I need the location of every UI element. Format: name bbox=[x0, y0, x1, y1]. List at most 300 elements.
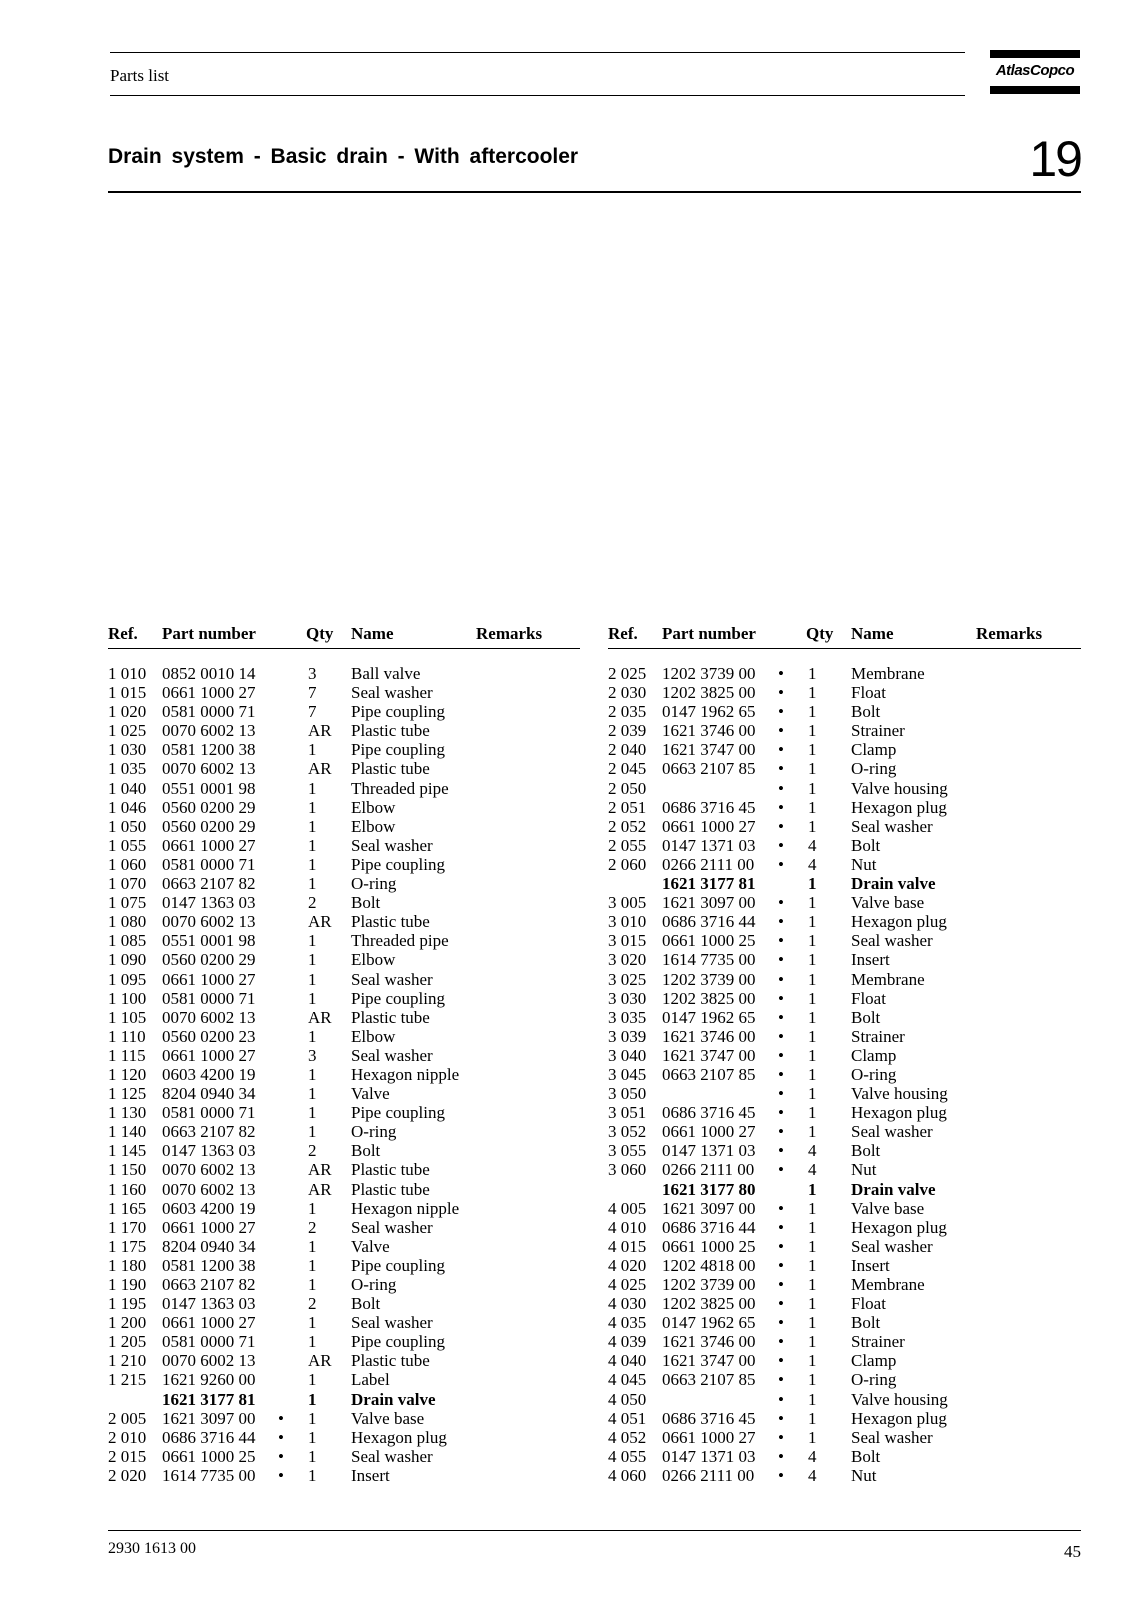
cell-part-number: 1621 3746 00 bbox=[662, 1332, 756, 1352]
cell-name: Strainer bbox=[851, 721, 905, 741]
cell-ref: 3 060 bbox=[608, 1160, 647, 1180]
cell-name: Plastic tube bbox=[351, 1179, 430, 1199]
cell-ref: 4 055 bbox=[608, 1446, 647, 1466]
col-header-remarks: Remarks bbox=[976, 624, 1043, 643]
cell-qty: AR bbox=[308, 721, 332, 741]
cell-qty: AR bbox=[308, 1179, 332, 1199]
cell-part-number: 1621 3097 00 bbox=[162, 1408, 256, 1428]
cell-ref: 3 055 bbox=[608, 1141, 647, 1161]
cell-part-number: 1621 3747 00 bbox=[662, 740, 756, 760]
cell-qty: 1 bbox=[808, 1217, 817, 1237]
cell-ref: 1 050 bbox=[108, 816, 147, 836]
cell-name: Bolt bbox=[851, 1446, 881, 1466]
cell-part-number: 0661 1000 27 bbox=[162, 683, 256, 703]
cell-ref: 4 015 bbox=[608, 1236, 647, 1256]
cell-part-number: 0266 2111 00 bbox=[662, 854, 755, 874]
cell-part-number: 0663 2107 85 bbox=[662, 1064, 756, 1084]
cell-part-number: 0661 1000 27 bbox=[162, 969, 256, 989]
cell-part-number: 1614 7735 00 bbox=[662, 950, 756, 970]
cell-qty: 1 bbox=[808, 778, 817, 798]
col-header-qty: Qty bbox=[806, 624, 834, 643]
cell-bullet: • bbox=[778, 1160, 784, 1180]
cell-name: Float bbox=[851, 988, 886, 1008]
cell-qty: 4 bbox=[808, 1141, 817, 1161]
cell-ref: 1 140 bbox=[108, 1122, 147, 1142]
cell-part-number: 0147 1962 65 bbox=[662, 1007, 756, 1027]
cell-name: Strainer bbox=[851, 1026, 905, 1046]
cell-name: Threaded pipe bbox=[351, 931, 449, 951]
cell-ref: 3 005 bbox=[608, 893, 647, 913]
cell-part-number: 0560 0200 23 bbox=[162, 1026, 256, 1046]
cell-name: Strainer bbox=[851, 1332, 905, 1352]
cell-qty: AR bbox=[308, 912, 332, 932]
cell-name: Pipe coupling bbox=[351, 740, 445, 760]
cell-part-number: 1621 9260 00 bbox=[162, 1370, 256, 1390]
cell-part-number: 8204 0940 34 bbox=[162, 1236, 256, 1256]
cell-name: Hexagon plug bbox=[851, 797, 947, 817]
cell-bullet: • bbox=[778, 950, 784, 970]
cell-bullet: • bbox=[778, 664, 784, 683]
cell-part-number: 0581 0000 71 bbox=[162, 1103, 256, 1123]
cell-bullet: • bbox=[778, 702, 784, 722]
cell-qty: 1 bbox=[308, 969, 317, 989]
cell-name: Valve housing bbox=[851, 778, 948, 798]
cell-bullet: • bbox=[778, 721, 784, 741]
cell-ref: 4 020 bbox=[608, 1255, 647, 1275]
cell-qty: 1 bbox=[308, 1198, 317, 1218]
cell-part-number: 1202 3825 00 bbox=[662, 683, 756, 703]
cell-ref: 3 040 bbox=[608, 1045, 647, 1065]
cell-name: Membrane bbox=[851, 664, 925, 683]
cell-name: Seal washer bbox=[851, 1122, 933, 1142]
cell-qty: 2 bbox=[308, 1294, 317, 1314]
cell-name: Clamp bbox=[851, 740, 897, 760]
cell-name: Plastic tube bbox=[351, 1160, 430, 1180]
cell-part-number: 0560 0200 29 bbox=[162, 797, 256, 817]
cell-name: Bolt bbox=[851, 1007, 881, 1027]
cell-part-number: 0551 0001 98 bbox=[162, 931, 256, 951]
cell-name: Seal washer bbox=[351, 1217, 433, 1237]
cell-part-number: 1202 3825 00 bbox=[662, 988, 756, 1008]
cell-qty: 1 bbox=[308, 835, 317, 855]
cell-qty: 1 bbox=[808, 1198, 817, 1218]
cell-ref: 2 052 bbox=[608, 816, 647, 836]
cell-part-number: 0661 1000 27 bbox=[662, 1122, 756, 1142]
cell-name: Float bbox=[851, 1294, 886, 1314]
header-label: Parts list bbox=[110, 66, 170, 85]
cell-ref: 2 010 bbox=[108, 1427, 147, 1447]
cell-name: Label bbox=[351, 1370, 390, 1390]
cell-qty: 1 bbox=[308, 1313, 317, 1333]
cell-qty: 1 bbox=[308, 1446, 317, 1466]
cell-part-number: 1621 3746 00 bbox=[662, 1026, 756, 1046]
cell-ref: 1 165 bbox=[108, 1198, 147, 1218]
cell-qty: 1 bbox=[808, 683, 817, 703]
cell-name: Hexagon plug bbox=[851, 1408, 947, 1428]
cell-ref: 3 010 bbox=[608, 912, 647, 932]
cell-qty: 1 bbox=[308, 1122, 317, 1142]
cell-ref: 1 170 bbox=[108, 1217, 147, 1237]
cell-name: O-ring bbox=[351, 1275, 397, 1294]
cell-qty: 1 bbox=[808, 950, 817, 970]
col-header-ref: Ref. bbox=[108, 624, 138, 643]
cell-part-number: 0147 1371 03 bbox=[662, 835, 756, 855]
cell-ref: 1 125 bbox=[108, 1084, 147, 1104]
cell-name: Bolt bbox=[851, 1313, 881, 1333]
cell-name: Bolt bbox=[351, 1294, 381, 1314]
cell-part-number: 0852 0010 14 bbox=[162, 664, 256, 683]
cell-part-number: 1621 3747 00 bbox=[662, 1045, 756, 1065]
cell-bullet: • bbox=[778, 778, 784, 798]
cell-name: Elbow bbox=[351, 950, 396, 970]
cell-ref: 4 040 bbox=[608, 1351, 647, 1371]
cell-name: Hexagon nipple bbox=[351, 1198, 460, 1218]
cell-name: Valve base bbox=[851, 1198, 925, 1218]
cell-part-number: 1621 3747 00 bbox=[662, 1351, 756, 1371]
cell-ref: 3 015 bbox=[608, 931, 647, 951]
cell-name: Membrane bbox=[851, 1275, 925, 1294]
cell-part-number: 1621 3177 80 bbox=[662, 1179, 756, 1199]
cell-part-number: 0661 1000 27 bbox=[662, 816, 756, 836]
cell-qty: 1 bbox=[308, 778, 317, 798]
cell-name: Seal washer bbox=[351, 683, 433, 703]
col-header-part-number: Part number bbox=[662, 624, 756, 643]
cell-part-number: 8204 0940 34 bbox=[162, 1084, 256, 1104]
cell-qty: 1 bbox=[308, 854, 317, 874]
cell-qty: 1 bbox=[808, 1122, 817, 1142]
cell-part-number: 0070 6002 13 bbox=[162, 1351, 256, 1371]
cell-ref: 1 150 bbox=[108, 1160, 147, 1180]
cell-part-number: 0686 3716 45 bbox=[662, 797, 756, 817]
cell-ref: 2 020 bbox=[108, 1465, 147, 1485]
atlas-copco-logo bbox=[990, 50, 1080, 94]
cell-ref: 1 095 bbox=[108, 969, 147, 989]
cell-ref: 1 075 bbox=[108, 893, 147, 913]
cell-ref: 3 051 bbox=[608, 1103, 647, 1123]
cell-name: Valve bbox=[351, 1236, 390, 1256]
cell-bullet: • bbox=[778, 969, 784, 989]
cell-ref: 1 085 bbox=[108, 931, 147, 951]
cell-bullet: • bbox=[778, 1427, 784, 1447]
cell-ref: 1 115 bbox=[108, 1045, 146, 1065]
col-header-qty: Qty bbox=[306, 624, 334, 643]
cell-qty: 1 bbox=[308, 1389, 317, 1409]
cell-ref: 4 010 bbox=[608, 1217, 647, 1237]
chapter-number: 19 bbox=[1029, 131, 1081, 187]
cell-qty: 1 bbox=[808, 1332, 817, 1352]
cell-part-number: 0581 0000 71 bbox=[162, 702, 256, 722]
cell-ref: 1 090 bbox=[108, 950, 147, 970]
cell-ref: 2 040 bbox=[608, 740, 647, 760]
cell-ref: 4 052 bbox=[608, 1427, 647, 1447]
cell-qty: 4 bbox=[808, 1446, 817, 1466]
cell-name: Seal washer bbox=[351, 835, 433, 855]
cell-name: Valve housing bbox=[851, 1389, 948, 1409]
cell-part-number: 0661 1000 27 bbox=[662, 1427, 756, 1447]
cell-qty: 1 bbox=[808, 797, 817, 817]
cell-ref: 1 015 bbox=[108, 683, 147, 703]
cell-name: Valve base bbox=[351, 1408, 425, 1428]
cell-part-number: 0661 1000 27 bbox=[162, 835, 256, 855]
cell-ref: 1 025 bbox=[108, 721, 147, 741]
cell-part-number: 1202 3739 00 bbox=[662, 969, 756, 989]
cell-part-number: 0070 6002 13 bbox=[162, 721, 256, 741]
cell-name: Hexagon nipple bbox=[351, 1064, 460, 1084]
cell-ref: 4 050 bbox=[608, 1389, 647, 1409]
cell-name: Bolt bbox=[851, 1141, 881, 1161]
cell-qty: 4 bbox=[808, 835, 817, 855]
cell-name: Nut bbox=[851, 854, 877, 874]
cell-ref: 1 105 bbox=[108, 1007, 147, 1027]
cell-qty: 1 bbox=[308, 1236, 317, 1256]
cell-qty: 2 bbox=[308, 1217, 317, 1237]
cell-qty: 1 bbox=[308, 1064, 317, 1084]
cell-name: Valve base bbox=[851, 893, 925, 913]
cell-bullet: • bbox=[778, 1122, 784, 1142]
logo-bottom-bar bbox=[990, 86, 1080, 94]
cell-ref: 1 070 bbox=[108, 874, 147, 894]
cell-ref: 1 020 bbox=[108, 702, 147, 722]
cell-qty: 1 bbox=[808, 969, 817, 989]
cell-qty: 1 bbox=[308, 1408, 317, 1428]
cell-part-number: 0663 2107 82 bbox=[162, 1122, 256, 1142]
cell-ref: 1 080 bbox=[108, 912, 147, 932]
cell-bullet: • bbox=[778, 740, 784, 760]
cell-qty: AR bbox=[308, 1351, 332, 1371]
cell-name: Threaded pipe bbox=[351, 778, 449, 798]
cell-ref: 1 130 bbox=[108, 1103, 147, 1123]
cell-bullet: • bbox=[778, 835, 784, 855]
cell-bullet: • bbox=[778, 683, 784, 703]
cell-qty: 1 bbox=[808, 893, 817, 913]
cell-name: Nut bbox=[851, 1160, 877, 1180]
cell-ref: 1 035 bbox=[108, 759, 147, 779]
footer-rule bbox=[108, 1530, 1081, 1531]
cell-bullet: • bbox=[778, 1103, 784, 1123]
col-header-part-number: Part number bbox=[162, 624, 256, 643]
cell-part-number: 0147 1363 03 bbox=[162, 893, 256, 913]
cell-qty: 1 bbox=[808, 1026, 817, 1046]
cell-ref: 3 039 bbox=[608, 1026, 647, 1046]
cell-name: Hexagon plug bbox=[851, 1217, 947, 1237]
cell-qty: 2 bbox=[308, 1141, 317, 1161]
cell-qty: 1 bbox=[808, 721, 817, 741]
cell-ref: 1 215 bbox=[108, 1370, 147, 1390]
cell-ref: 2 060 bbox=[608, 854, 647, 874]
cell-name: Insert bbox=[851, 950, 890, 970]
cell-bullet: • bbox=[278, 1446, 284, 1466]
cell-name: Seal washer bbox=[351, 1313, 433, 1333]
cell-name: O-ring bbox=[851, 1064, 897, 1084]
cell-ref: 1 120 bbox=[108, 1064, 147, 1084]
cell-bullet: • bbox=[778, 1198, 784, 1218]
cell-qty: 1 bbox=[808, 1236, 817, 1256]
cell-ref: 1 205 bbox=[108, 1332, 147, 1352]
cell-part-number: 0663 2107 82 bbox=[162, 874, 256, 894]
cell-bullet: • bbox=[778, 1465, 784, 1485]
cell-part-number: 0551 0001 98 bbox=[162, 778, 256, 798]
cell-qty: 7 bbox=[308, 702, 317, 722]
cell-name: Valve bbox=[351, 1084, 390, 1104]
cell-name: Pipe coupling bbox=[351, 1332, 445, 1352]
cell-name: Membrane bbox=[851, 969, 925, 989]
cell-part-number: 0661 1000 25 bbox=[662, 931, 756, 951]
cell-name: Float bbox=[851, 683, 886, 703]
cell-bullet: • bbox=[778, 1141, 784, 1161]
cell-bullet: • bbox=[778, 1026, 784, 1046]
cell-ref: 3 030 bbox=[608, 988, 647, 1008]
cell-bullet: • bbox=[778, 1446, 784, 1466]
cell-bullet: • bbox=[778, 1275, 784, 1294]
cell-part-number: 0581 1200 38 bbox=[162, 1255, 256, 1275]
cell-name: O-ring bbox=[351, 874, 397, 894]
cell-name: Pipe coupling bbox=[351, 1103, 445, 1123]
cell-bullet: • bbox=[778, 759, 784, 779]
cell-part-number: 0147 1371 03 bbox=[662, 1446, 756, 1466]
cell-qty: 1 bbox=[808, 988, 817, 1008]
cell-bullet: • bbox=[778, 1294, 784, 1314]
cell-part-number: 0070 6002 13 bbox=[162, 1007, 256, 1027]
cell-qty: 1 bbox=[808, 664, 817, 683]
cell-qty: 1 bbox=[808, 931, 817, 951]
cell-name: O-ring bbox=[851, 759, 897, 779]
cell-part-number: 0603 4200 19 bbox=[162, 1198, 256, 1218]
cell-part-number: 0147 1363 03 bbox=[162, 1294, 256, 1314]
cell-part-number: 0147 1363 03 bbox=[162, 1141, 256, 1161]
cell-part-number: 0070 6002 13 bbox=[162, 759, 256, 779]
cell-name: Elbow bbox=[351, 1026, 396, 1046]
cell-ref: 3 045 bbox=[608, 1064, 647, 1084]
cell-part-number: 0603 4200 19 bbox=[162, 1064, 256, 1084]
cell-ref: 2 051 bbox=[608, 797, 647, 817]
cell-part-number: 0686 3716 45 bbox=[662, 1408, 756, 1428]
cell-part-number: 0581 0000 71 bbox=[162, 1332, 256, 1352]
cell-name: Seal washer bbox=[351, 969, 433, 989]
cell-name: Valve housing bbox=[851, 1084, 948, 1104]
cell-qty: 1 bbox=[808, 1045, 817, 1065]
cell-name: Elbow bbox=[351, 797, 396, 817]
cell-name: Pipe coupling bbox=[351, 1255, 445, 1275]
cell-ref: 4 051 bbox=[608, 1408, 647, 1428]
cell-qty: 1 bbox=[308, 816, 317, 836]
col-header-name: Name bbox=[851, 624, 894, 643]
col-header-ref: Ref. bbox=[608, 624, 638, 643]
cell-bullet: • bbox=[778, 816, 784, 836]
cell-part-number: 1202 4818 00 bbox=[662, 1255, 756, 1275]
header-rule bbox=[108, 648, 580, 649]
cell-bullet: • bbox=[778, 893, 784, 913]
cell-bullet: • bbox=[278, 1465, 284, 1485]
footer-page-number: 45 bbox=[1064, 1542, 1081, 1561]
cell-part-number: 0147 1962 65 bbox=[662, 702, 756, 722]
cell-part-number: 0266 2111 00 bbox=[662, 1160, 755, 1180]
cell-part-number: 0661 1000 25 bbox=[162, 1446, 256, 1466]
cell-name: Bolt bbox=[851, 702, 881, 722]
cell-qty: 1 bbox=[808, 702, 817, 722]
cell-name: Drain valve bbox=[351, 1389, 436, 1409]
cell-part-number: 1621 3746 00 bbox=[662, 721, 756, 741]
cell-ref: 1 100 bbox=[108, 988, 147, 1008]
cell-qty: 1 bbox=[808, 759, 817, 779]
cell-bullet: • bbox=[778, 1045, 784, 1065]
cell-ref: 2 045 bbox=[608, 759, 647, 779]
cell-qty: 1 bbox=[808, 1294, 817, 1314]
cell-qty: 1 bbox=[308, 1026, 317, 1046]
cell-name: Hexagon plug bbox=[851, 912, 947, 932]
cell-qty: 1 bbox=[308, 1332, 317, 1352]
cell-ref: 4 039 bbox=[608, 1332, 647, 1352]
cell-ref: 3 035 bbox=[608, 1007, 647, 1027]
cell-part-number: 0560 0200 29 bbox=[162, 950, 256, 970]
cell-ref: 1 010 bbox=[108, 664, 147, 683]
cell-part-number: 0686 3716 45 bbox=[662, 1103, 756, 1123]
cell-ref: 2 039 bbox=[608, 721, 647, 741]
cell-qty: 1 bbox=[308, 874, 317, 894]
cell-qty: 4 bbox=[808, 854, 817, 874]
cell-part-number: 0663 2107 85 bbox=[662, 759, 756, 779]
cell-part-number: 1621 3177 81 bbox=[162, 1389, 256, 1409]
cell-qty: 3 bbox=[308, 664, 317, 683]
cell-name: Drain valve bbox=[851, 1179, 936, 1199]
cell-bullet: • bbox=[278, 1408, 284, 1428]
cell-qty: 1 bbox=[308, 1465, 317, 1485]
cell-part-number: 0663 2107 82 bbox=[162, 1275, 256, 1294]
cell-qty: 1 bbox=[808, 1351, 817, 1371]
cell-qty: AR bbox=[308, 1007, 332, 1027]
cell-qty: 1 bbox=[308, 950, 317, 970]
cell-ref: 1 210 bbox=[108, 1351, 147, 1371]
cell-part-number: 0581 0000 71 bbox=[162, 854, 256, 874]
cell-part-number: 1202 3825 00 bbox=[662, 1294, 756, 1314]
cell-ref: 4 005 bbox=[608, 1198, 647, 1218]
cell-qty: 1 bbox=[308, 1427, 317, 1447]
cell-part-number: 1614 7735 00 bbox=[162, 1465, 256, 1485]
cell-part-number: 1621 3097 00 bbox=[662, 1198, 756, 1218]
cell-ref: 1 180 bbox=[108, 1255, 147, 1275]
cell-qty: 1 bbox=[308, 1370, 317, 1390]
logo-top-bar bbox=[990, 50, 1080, 58]
cell-name: Plastic tube bbox=[351, 1351, 430, 1371]
cell-qty: 1 bbox=[808, 740, 817, 760]
cell-qty: 1 bbox=[808, 816, 817, 836]
cell-qty: 1 bbox=[308, 931, 317, 951]
cell-name: Pipe coupling bbox=[351, 988, 445, 1008]
cell-part-number: 0661 1000 27 bbox=[162, 1313, 256, 1333]
cell-name: Seal washer bbox=[851, 931, 933, 951]
cell-ref: 2 035 bbox=[608, 702, 647, 722]
cell-qty: 1 bbox=[308, 1103, 317, 1123]
cell-name: Seal washer bbox=[351, 1045, 433, 1065]
cell-name: Plastic tube bbox=[351, 759, 430, 779]
cell-ref: 4 025 bbox=[608, 1275, 647, 1294]
cell-bullet: • bbox=[778, 1084, 784, 1104]
cell-ref: 1 190 bbox=[108, 1275, 147, 1294]
cell-bullet: • bbox=[778, 988, 784, 1008]
cell-qty: 1 bbox=[308, 1255, 317, 1275]
cell-ref: 3 025 bbox=[608, 969, 647, 989]
cell-part-number: 0560 0200 29 bbox=[162, 816, 256, 836]
cell-ref: 1 040 bbox=[108, 778, 147, 798]
cell-part-number: 0070 6002 13 bbox=[162, 1160, 256, 1180]
cell-part-number: 0661 1000 25 bbox=[662, 1236, 756, 1256]
cell-part-number: 0070 6002 13 bbox=[162, 1179, 256, 1199]
cell-bullet: • bbox=[778, 1064, 784, 1084]
cell-name: Insert bbox=[351, 1465, 390, 1485]
header-top-rule bbox=[110, 52, 965, 53]
cell-ref: 3 050 bbox=[608, 1084, 647, 1104]
cell-qty: 1 bbox=[808, 1313, 817, 1333]
cell-bullet: • bbox=[778, 1217, 784, 1237]
